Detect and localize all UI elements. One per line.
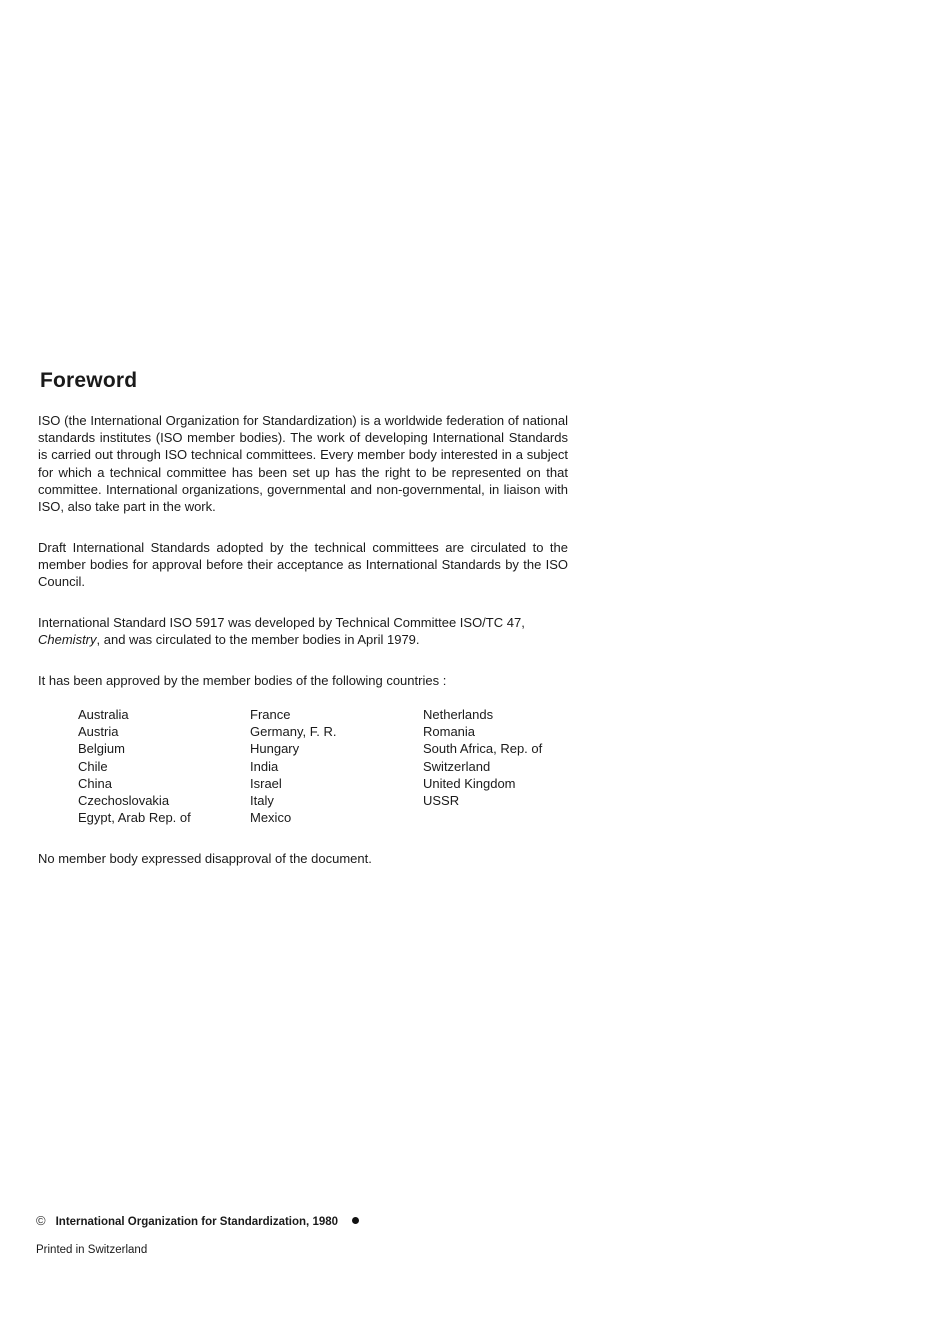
committee-name: Chemistry — [38, 632, 97, 648]
list-item: Egypt, Arab Rep. of — [78, 810, 191, 826]
paragraph-standard-origin — [38, 614, 568, 648]
list-item: Israel — [250, 775, 282, 791]
printed-in-note: Printed in Switzerland — [36, 1244, 148, 1256]
copyright-line — [36, 1213, 359, 1228]
list-item: United Kingdom — [423, 775, 516, 791]
list-item: Germany, F. R. — [250, 724, 337, 740]
standard-origin-prefix: International Standard ISO 5917 was developed by Technical Committee ISO/TC 47, — [38, 615, 525, 630]
list-item: Italy — [250, 793, 274, 809]
list-item: South Africa, Rep. of — [423, 741, 543, 757]
country-column-2 — [250, 706, 336, 826]
list-item: Switzerland — [423, 758, 491, 774]
country-column-3 — [423, 706, 542, 809]
page-title: Foreword — [40, 369, 138, 392]
list-item: Romania — [423, 724, 476, 740]
list-item: Austria — [78, 724, 119, 740]
list-item: Mexico — [250, 810, 292, 826]
list-item: Belgium — [78, 741, 125, 757]
list-item: France — [250, 707, 291, 722]
list-item: USSR — [423, 793, 460, 809]
list-item: China — [78, 775, 112, 791]
copyright-text: International Organization for Standardization, 1980 — [55, 1216, 339, 1228]
standard-origin-suffix: , and was circulated to the member bodies in April 1979. — [96, 632, 420, 648]
paragraph-approval-intro: It has been approved by the member bodies of the following countries : — [38, 673, 447, 688]
list-item: Chile — [78, 758, 108, 774]
copyright-icon: © — [36, 1213, 46, 1228]
paragraph-no-disapproval: No member body expressed disapproval of the document. — [38, 851, 372, 866]
country-column-1 — [78, 706, 191, 826]
list-item: India — [250, 758, 279, 774]
list-item: Australia — [78, 707, 129, 722]
paragraph-draft-standards: Draft International Standards adopted by the technical committees are circulated to the member bodies for approval before their acceptance as International Standards by the ISO Council. — [38, 540, 568, 590]
paragraph-iso-description: ISO (the International Organization for Standardization) is a worldwide federation of national standards institutes (ISO member bodies). The work of developing International Standards is carried out through ISO technical committees. Every member body interested in a subject for which a technical committee has been set up has the right to be represented on that committee. International organizations, governmental and non-governmental, in liaison with ISO, also take part in the work. — [38, 413, 568, 515]
bullet-icon — [352, 1217, 359, 1224]
list-item: Hungary — [250, 741, 300, 757]
list-item: Czechoslovakia — [78, 793, 170, 809]
list-item: Netherlands — [423, 707, 494, 722]
